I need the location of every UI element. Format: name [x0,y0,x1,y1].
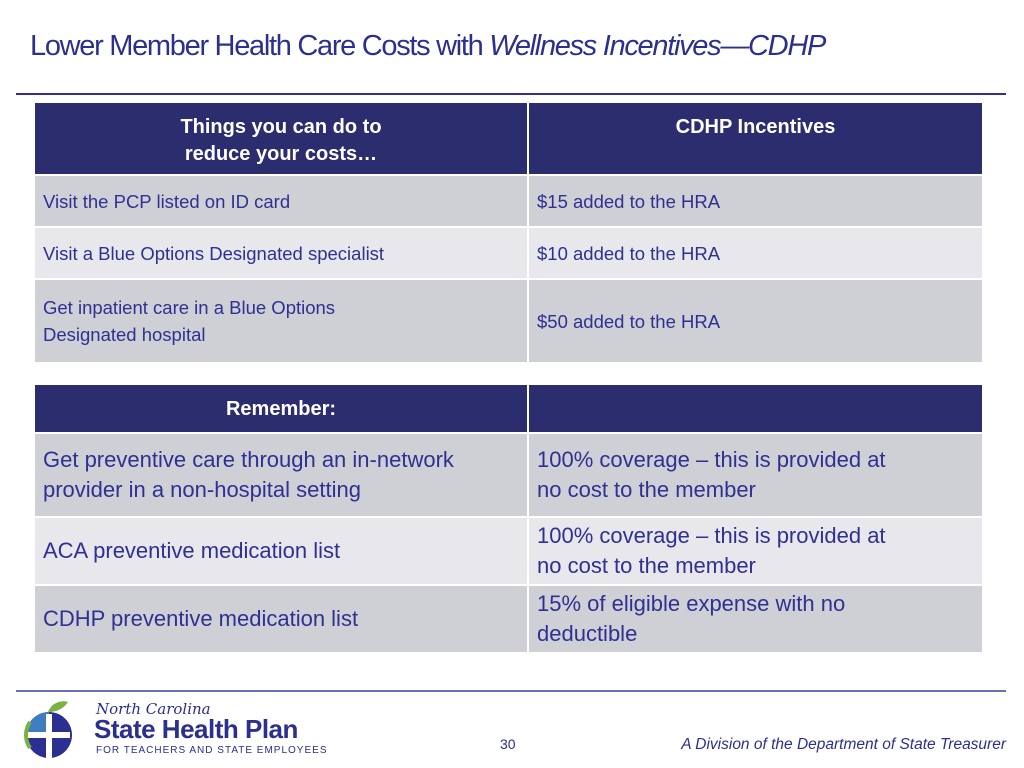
action-cell: Visit the PCP listed on ID card [34,175,528,227]
logo-plan-name: State Health Plan [94,714,298,744]
incentives-table [33,101,984,364]
top-divider [16,93,1006,95]
incentives-header-row [34,102,983,175]
logo-state-name: North Carolina [96,700,211,718]
title-italic: Wellness Incentives—CDHP [489,30,825,62]
division-text: A Division of the Department of State Treasurer [681,736,1006,753]
state-health-plan-logo [14,698,328,760]
table-row [34,175,983,227]
action-cell: Visit a Blue Options Designated specialist [34,227,528,279]
item-cell: CDHP preventive medication list [34,585,528,653]
incentive-cell: $10 added to the HRA [528,227,983,279]
logo-tagline: FOR TEACHERS AND STATE EMPLOYEES [96,745,328,756]
item-cell: ACA preventive medication list [34,517,528,585]
table-row [34,517,983,585]
detail-cell: 15% of eligible expense with no deductible [528,585,983,653]
apple-cross-logo-icon [18,700,80,760]
remember-header: Remember: [34,384,528,433]
incentive-cell: $50 added to the HRA [528,279,983,363]
table-row [34,585,983,653]
remember-header-empty [528,384,983,433]
incentive-cell: $15 added to the HRA [528,175,983,227]
title-plain: Lower Member Health Care Costs with [30,30,490,62]
table-row [34,433,983,517]
action-cell: Get inpatient care in a Blue Options Designated hospital [34,279,528,363]
header-incentives: CDHP Incentives [528,102,983,175]
item-cell: Get preventive care through an in-network provider in a non-hospital setting [34,433,528,517]
slide-title [30,30,825,63]
table-row [34,279,983,363]
page-number: 30 [500,736,516,752]
detail-cell: 100% coverage – this is provided at no cost to the member [528,433,983,517]
table-row [34,227,983,279]
remember-header-row [34,384,983,433]
header-actions: Things you can do to reduce your costs… [34,102,528,175]
bottom-divider [16,690,1006,692]
detail-cell: 100% coverage – this is provided at no cost to the member [528,517,983,585]
remember-table [33,383,984,654]
